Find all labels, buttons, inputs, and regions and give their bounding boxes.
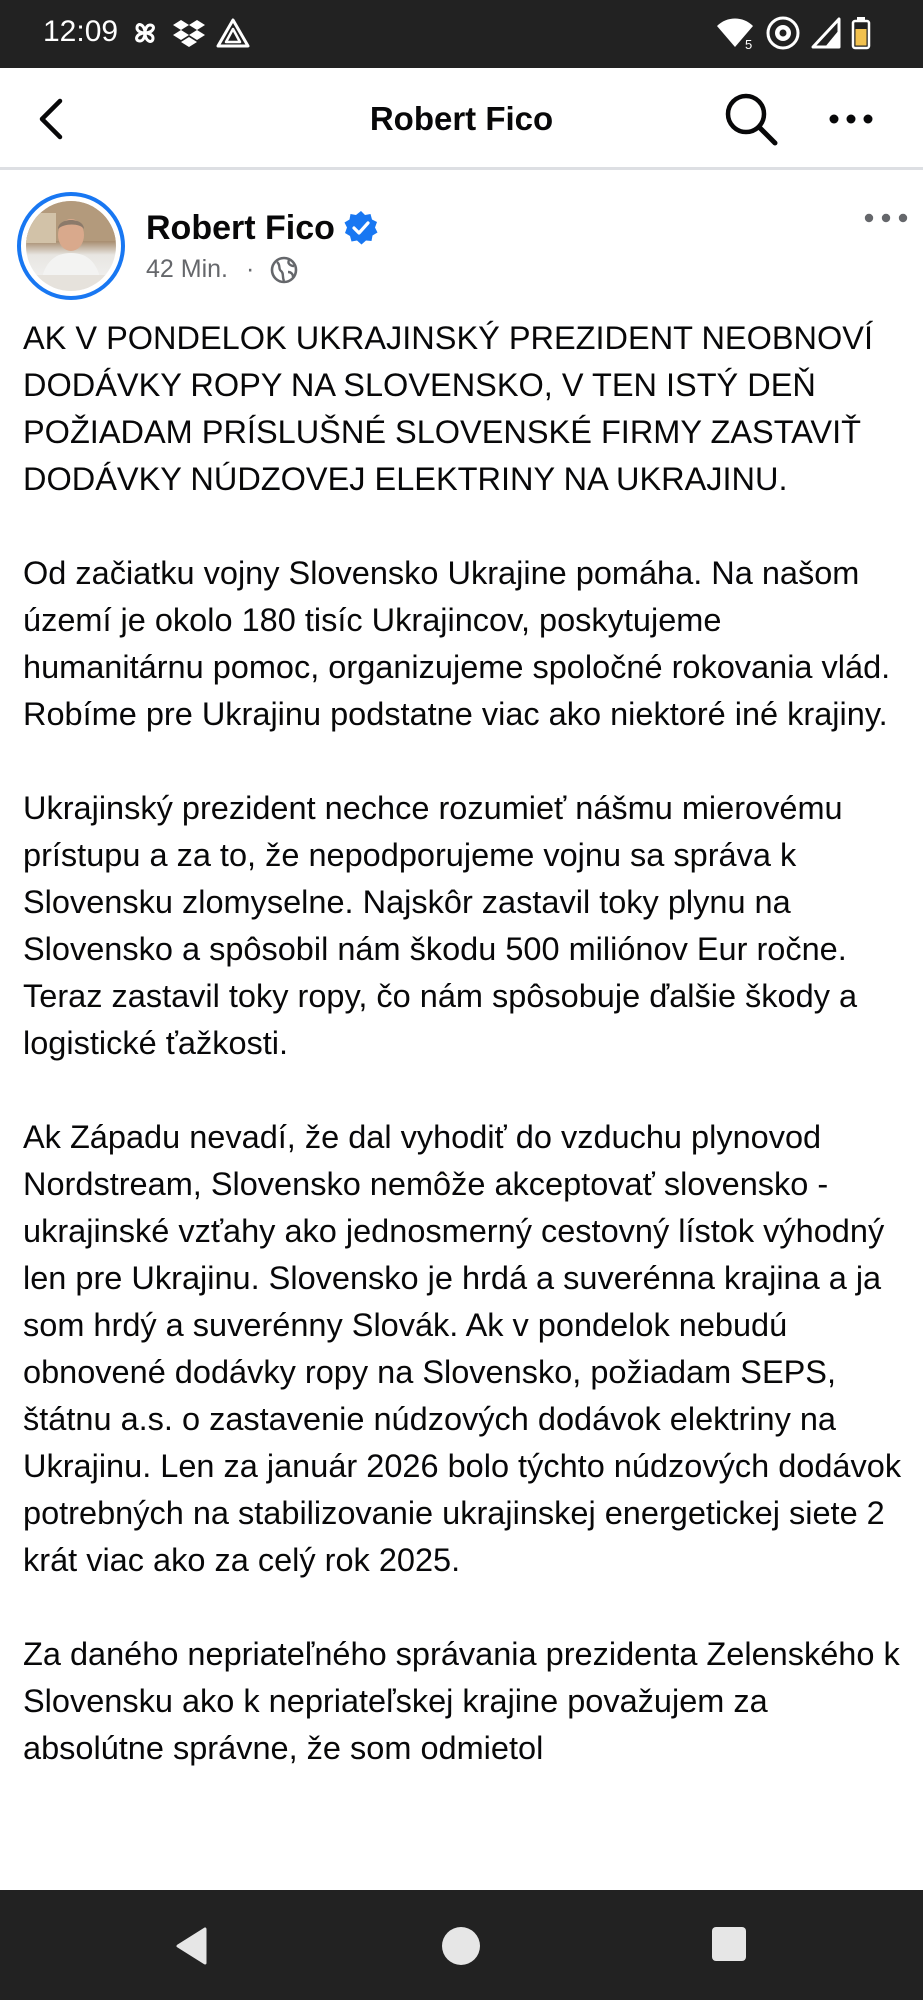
search-icon	[722, 90, 780, 148]
dropbox-icon	[172, 16, 206, 50]
triangle-icon	[216, 16, 250, 50]
app-bar	[0, 68, 923, 170]
system-nav-bar	[0, 1890, 923, 2000]
post-text	[23, 315, 903, 1890]
post-options-button[interactable]	[862, 206, 910, 230]
wifi-badge: 5	[745, 37, 753, 51]
post-timestamp[interactable]: 42 Min.	[146, 255, 228, 283]
more-horizontal-icon	[862, 206, 910, 230]
avatar-photo	[26, 201, 116, 291]
post-paragraph: AK V PONDELOK UKRAJINSKÝ PREZIDENT NEOBNOVÍ DODÁVKY ROPY NA SLOVENSKO, V TEN ISTÝ DEŇ POŽIADAM PRÍSLUŠNÉ SLOVENSKÉ FIRMY ZASTAVIŤ DODÁVKY NÚDZOVEJ ELEKTRINY NA UKRAJINU.	[23, 320, 874, 497]
status-bar	[0, 0, 923, 68]
avatar[interactable]	[17, 192, 125, 300]
more-options-button[interactable]	[826, 96, 876, 142]
author-name[interactable]: Robert Fico	[146, 209, 335, 247]
signal-icon	[811, 16, 841, 50]
post-paragraph: Ak Západu nevadí, že dal vyhodiť do vzduchu plynovod Nordstream, Slovensko nemôže akceptovať slovensko - ukrajinské vzťahy ako jednosmerný cestovný lístok výhodný len pre Ukrajinu. Slovensko je hrdá a suverénna krajina a ja som hrdý a suverénny Slovák. Ak v pondelok nebudú obnovené dodávky ropy na Slovensko, požiadam SEPS, štátnu a.s. o zastavenie núdzových dodávok elektriny na Ukrajinu. Len za január 2026 bolo týchto núdzových dodávok potrebných na stabilizovanie ukrajinskej energetickej siete 2 krát viac ako za celý rok 2025.	[23, 1119, 902, 1578]
nav-recents-icon	[710, 1925, 748, 1963]
post-paragraph: Za daného nepriateľného správania prezidenta Zelenského k Slovensku ako k nepriateľskej krajine považujem za absolútne správne, že som odmietol	[23, 1636, 900, 1766]
status-time: 12:09	[43, 15, 119, 48]
verified-icon	[343, 210, 379, 246]
status-left-icons	[128, 14, 250, 52]
verified-badge	[343, 210, 379, 246]
more-icon	[826, 96, 876, 142]
search-button[interactable]	[722, 90, 780, 148]
battery-icon	[851, 16, 871, 50]
nav-recents-button[interactable]	[710, 1925, 748, 1963]
post-paragraph: Ukrajinský prezident nechce rozumieť nášmu mierovému prístupu a za to, že nepodporujeme vojnu sa správa k Slovensku zlomyselne. Najskôr zastavil toky plynu na Slovensko a spôsobil nám škodu 500 miliónov Eur ročne. Teraz zastavil toky ropy, čo nám spôsobuje ďalšie škody a logistické ťažkosti.	[23, 790, 858, 1061]
nav-home-icon	[440, 1925, 482, 1967]
meta-separator: ·	[246, 255, 255, 283]
audience-indicator	[269, 255, 299, 285]
page-title: Robert Fico	[369, 100, 554, 137]
nav-back-button[interactable]	[172, 1925, 214, 1967]
nav-home-button[interactable]	[440, 1925, 482, 1967]
post-header	[0, 170, 923, 310]
nav-back-icon	[172, 1925, 214, 1967]
pinwheel-icon	[128, 16, 162, 50]
hotspot-icon	[765, 15, 801, 51]
wifi-icon	[715, 15, 755, 51]
post-paragraph: Od začiatku vojny Slovensko Ukrajine pomáha. Na našom území je okolo 180 tisíc Ukrajincov, poskytujeme humanitárnu pomoc, organizujeme spoločné rokovania vlád. Robíme pre Ukrajinu podstatne viac ako niektoré iné krajiny.	[23, 555, 891, 732]
status-right-icons	[715, 14, 871, 52]
globe-icon	[269, 255, 299, 285]
